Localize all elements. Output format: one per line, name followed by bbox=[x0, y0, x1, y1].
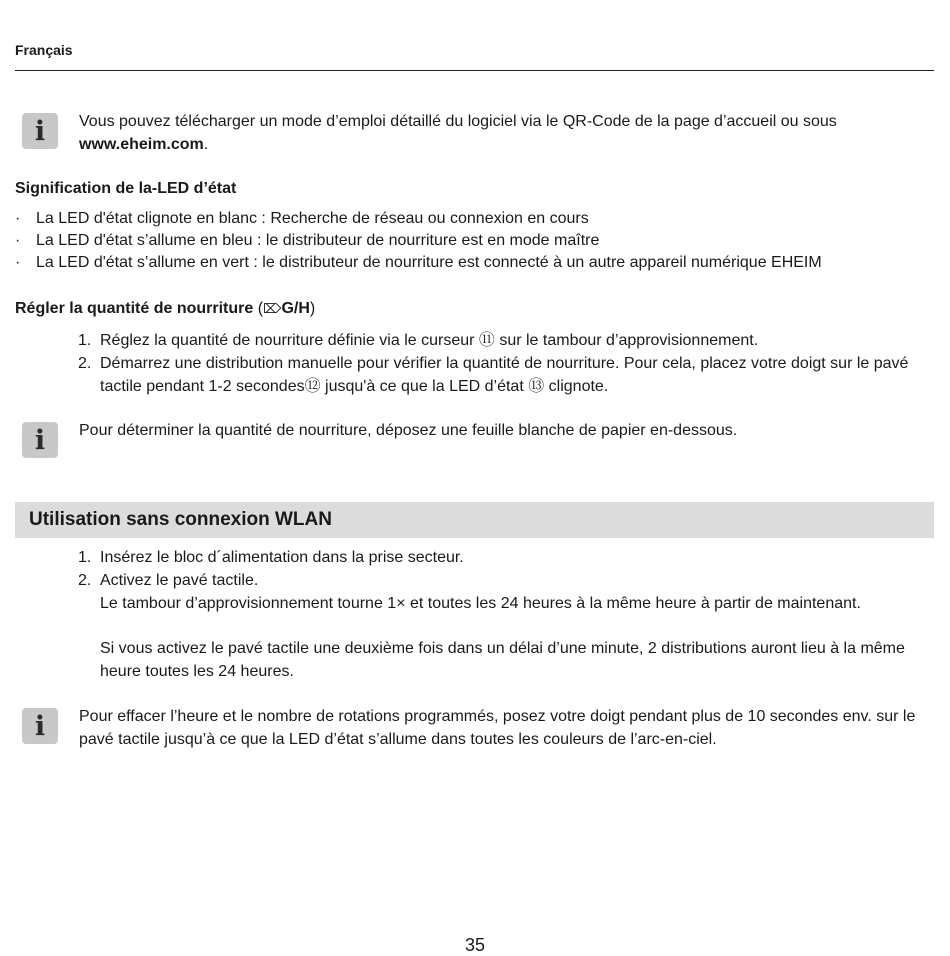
step-text: Activez le pavé tactile. bbox=[100, 572, 259, 589]
led-status-text: La LED d'état clignote en blanc : Recherche de réseau ou connexion en cours bbox=[36, 210, 589, 227]
step-number: 1. bbox=[78, 549, 92, 566]
list-item bbox=[78, 329, 923, 352]
info-icon: i bbox=[22, 422, 58, 458]
step-detail-paragraph: Si vous activez le pavé tactile une deuxième fois dans un délai d’une minute, 2 distributions auront lieu à la même heure toutes les 24 heures. bbox=[100, 640, 905, 680]
food-section-title bbox=[15, 300, 315, 318]
food-section-title-text: Régler la quantité de nourriture bbox=[15, 300, 254, 317]
list-item bbox=[78, 546, 923, 569]
bullet-dot: · bbox=[15, 254, 21, 271]
wlan-steps-list bbox=[78, 546, 923, 683]
food-steps-list bbox=[78, 329, 923, 398]
led-status-list bbox=[15, 208, 822, 274]
header-divider bbox=[15, 70, 934, 71]
step-number: 1. bbox=[78, 332, 92, 349]
list-item bbox=[78, 569, 923, 683]
list-item bbox=[78, 352, 923, 398]
step-text: Insérez le bloc d´alimentation dans la prise secteur. bbox=[100, 549, 464, 566]
title-ref-close: ) bbox=[309, 300, 316, 317]
led-status-text: La LED d'état s’allume en vert : le distributeur de nourriture est connecté à un autre appareil numérique EHEIM bbox=[36, 254, 822, 271]
bullet-dot: · bbox=[15, 210, 21, 227]
info-note-text: Pour déterminer la quantité de nourriture, déposez une feuille blanche de papier en-dessous. bbox=[79, 422, 738, 439]
list-item bbox=[15, 230, 822, 252]
list-item bbox=[15, 252, 822, 274]
step-text: Démarrez une distribution manuelle pour vérifier la quantité de nourriture. Pour cela, placez votre doigt sur le pavé tactile pendant 1-2 secondes⑫ jusqu'à ce que la LED d’état ⑬ clignote. bbox=[100, 355, 909, 395]
step-number: 2. bbox=[78, 355, 92, 372]
info-note-text-after: . bbox=[203, 136, 209, 153]
title-ref-open: ( bbox=[253, 300, 264, 317]
info-note-text bbox=[79, 110, 929, 156]
step-detail-paragraph: Le tambour d’approvisionnement tourne 1× et toutes les 24 heures à la même heure à partir de maintenant. bbox=[100, 595, 861, 612]
bullet-dot: · bbox=[15, 232, 21, 249]
wlan-section-title: Utilisation sans connexion WLAN bbox=[29, 509, 332, 530]
step-number: 2. bbox=[78, 572, 92, 589]
section-banner bbox=[15, 502, 934, 538]
figure-ref-icon: ⌦ bbox=[263, 302, 282, 317]
website-link[interactable]: www.eheim.com bbox=[79, 136, 204, 153]
figure-ref-label: G/H bbox=[281, 300, 310, 317]
language-header: Français bbox=[15, 42, 73, 58]
info-note-text: Pour effacer l’heure et le nombre de rotations programmés, posez votre doigt pendant plus de 10 secondes env. sur le pavé tactile jusqu’à ce que la LED d’état s’allume dans toutes les couleurs de l’arc-en-ciel. bbox=[79, 708, 916, 748]
paragraph-gap bbox=[100, 615, 923, 637]
info-icon: i bbox=[22, 708, 58, 744]
info-note-text-before: Vous pouvez télécharger un mode d’emploi détaillé du logiciel via le QR-Code de la page d’accueil ou sous bbox=[79, 113, 837, 130]
info-icon: i bbox=[22, 113, 58, 149]
led-section-title: Signification de la-LED d’état bbox=[15, 180, 237, 197]
led-status-text: La LED d'état s’allume en bleu : le distributeur de nourriture est en mode maître bbox=[36, 232, 600, 249]
list-item bbox=[15, 208, 822, 230]
page-number: 35 bbox=[464, 935, 486, 955]
step-text: Réglez la quantité de nourriture définie via le curseur ⑪ sur le tambour d’approvisionnement. bbox=[100, 332, 759, 349]
